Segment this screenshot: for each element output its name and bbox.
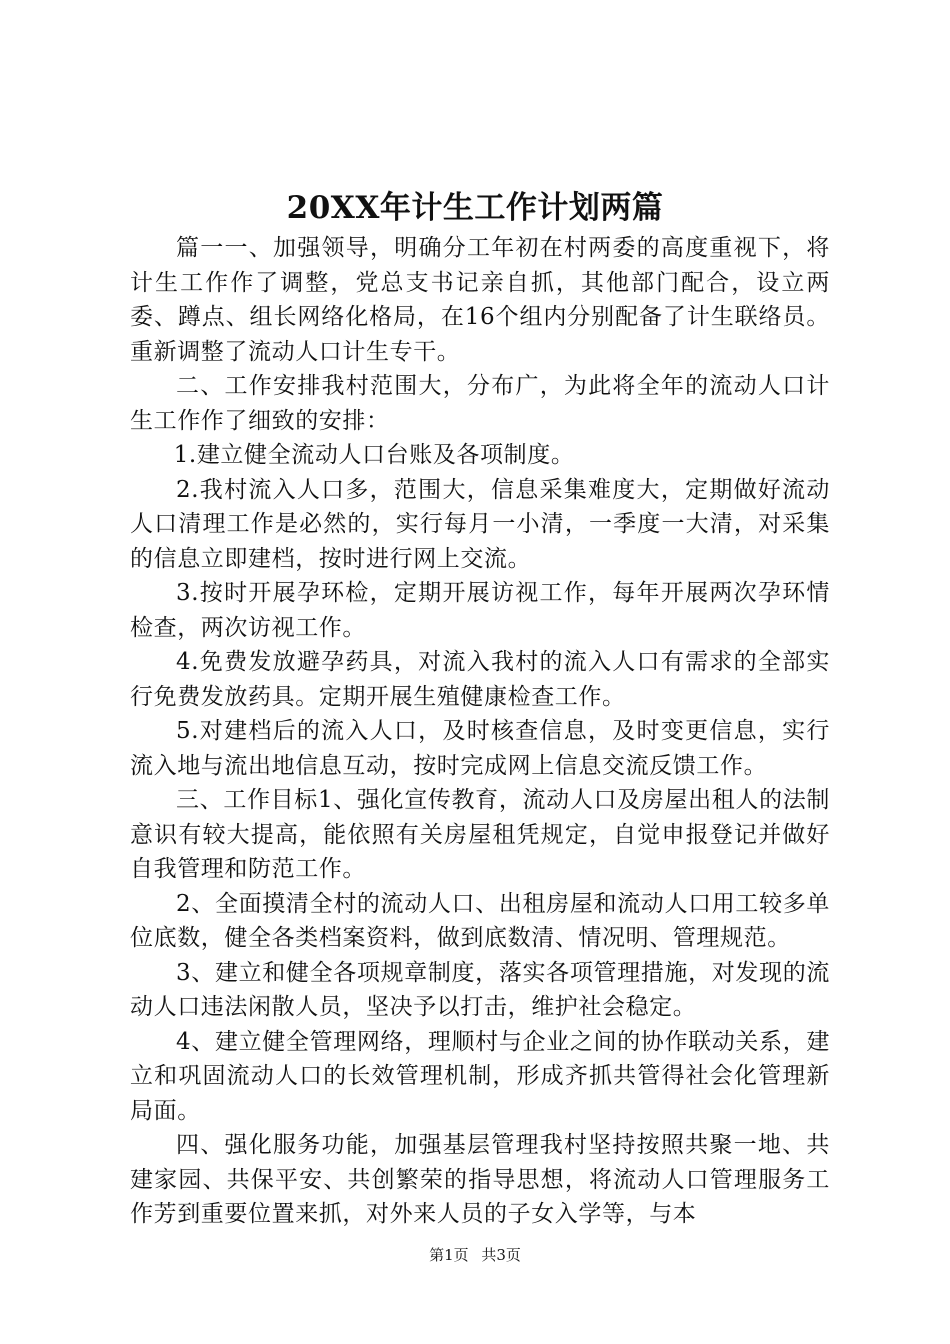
paragraph: 2、全面摸清全村的流动人口、出租房屋和流动人口用工较多单位底数，健全各类档案资料，做到底数清、情况明、管理规范。: [130, 890, 830, 951]
paragraph: 3、建立和健全各项规章制度，落实各项管理措施，对发现的流动人口违法闲散人员，坚决予以打击，维护社会稳定。: [130, 959, 830, 1020]
paragraph: 4、建立健全管理网络，理顺村与企业之间的协作联动关系，建立和巩固流动人口的长效管理机制，形成齐抓共管得社会化管理新局面。: [130, 1028, 830, 1124]
page-footer: [0, 1245, 950, 1265]
paragraph: 4.免费发放避孕药具，对流入我村的流入人口有需求的全部实行免费发放药具。定期开展生殖健康检查工作。: [130, 649, 830, 710]
document-title: 20XX年计生工作计划两篇: [286, 190, 664, 226]
paragraph: 三、工作目标1、强化宣传教育，流动人口及房屋出租人的法制意识有较大提高，能依照有关房屋租凭规定，自觉申报登记并做好自我管理和防范工作。: [130, 787, 830, 882]
paragraph: 四、强化服务功能，加强基层管理我村坚持按照共聚一地、共建家园、共保平安、共创繁荣的指导思想，将流动人口管理服务工作芳到重要位置来抓，对外来人员的子女入学等，与本: [130, 1132, 830, 1227]
page-total: 共3页: [481, 1246, 521, 1264]
paragraph: 2.我村流入人口多，范围大，信息采集难度大，定期做好流动人口清理工作是必然的，实行每月一小清，一季度一大清，对采集的信息立即建档，按时进行网上交流。: [130, 476, 830, 572]
paragraph: 3.按时开展孕环检，定期开展访视工作，每年开展两次孕环情检查，两次访视工作。: [130, 580, 830, 641]
paragraph: 篇一一、加强领导，明确分工年初在村两委的高度重视下，将计生工作作了调整，党总支书记亲自抓，其他部门配合，设立两委、蹲点、组长网络化格局，在16个组内分别配备了计生联络员。重新调整了流动人口计生专干。: [130, 235, 830, 365]
paragraph: 5.对建档后的流入人口，及时核查信息，及时变更信息，实行流入地与流出地信息互动，按时完成网上信息交流反馈工作。: [130, 718, 830, 779]
page-number: 第1页: [429, 1246, 469, 1264]
paragraph: 二、工作安排我村范围大，分布广，为此将全年的流动人口计生工作作了细致的安排：: [130, 373, 830, 434]
paragraph: 1.建立健全流动人口台账及各项制度。: [173, 442, 575, 468]
document-body: [130, 231, 830, 1232]
